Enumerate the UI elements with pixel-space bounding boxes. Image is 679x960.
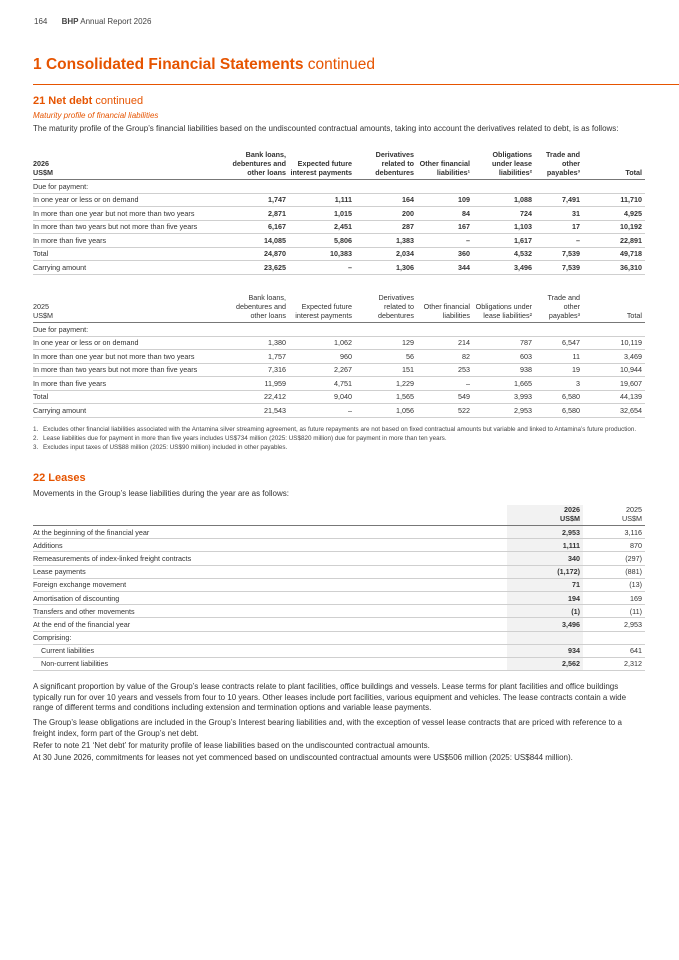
value-2025: 641 xyxy=(583,644,645,657)
column-header: Bank loans, debentures and other loans xyxy=(223,293,289,323)
column-header: Other financial liabilities xyxy=(417,293,473,323)
table-cell: 1,380 xyxy=(223,336,289,350)
unit-label: US$M xyxy=(33,311,53,320)
row-label: Lease payments xyxy=(33,565,507,578)
table-row xyxy=(33,591,645,604)
row-label: In one year or less or on demand xyxy=(33,336,223,350)
value-2026: 2,562 xyxy=(507,657,583,670)
row-label: Non-current liabilities xyxy=(33,657,507,670)
report-name: Annual Report 2026 xyxy=(80,17,152,26)
table-cell: 1,062 xyxy=(289,336,355,350)
table-cell: 19 xyxy=(535,363,583,377)
value-2025: 3,116 xyxy=(583,526,645,539)
row-label: Total xyxy=(33,247,223,261)
table-cell xyxy=(583,323,645,337)
column-header: Derivatives related to debentures xyxy=(355,150,417,180)
footnotes xyxy=(33,426,645,452)
column-header-2026 xyxy=(507,505,583,526)
table-cell: 4,925 xyxy=(583,207,645,221)
table-row xyxy=(33,657,645,670)
value-2025: (13) xyxy=(583,578,645,591)
column-header: Expected future interest payments xyxy=(289,150,355,180)
note21-intro: The maturity profile of the Group’s financial liabilities based on the undiscounted contractual amounts, taking into account the derivatives related to debt, is as follows: xyxy=(33,124,619,133)
table-row xyxy=(33,390,645,404)
table-cell: 10,119 xyxy=(583,336,645,350)
table-row xyxy=(33,247,645,261)
table-cell: 360 xyxy=(417,247,473,261)
table-cell: 49,718 xyxy=(583,247,645,261)
footnote xyxy=(33,435,645,443)
table-cell: – xyxy=(289,404,355,418)
column-header: Total xyxy=(583,293,645,323)
table-cell: 1,757 xyxy=(223,350,289,364)
table-cell: – xyxy=(289,261,355,275)
table-cell: 22,412 xyxy=(223,390,289,404)
table-cell xyxy=(535,323,583,337)
table-cell: 10,192 xyxy=(583,220,645,234)
table-cell: 11,710 xyxy=(583,193,645,207)
table-cell: 21,543 xyxy=(223,404,289,418)
table-cell: 6,547 xyxy=(535,336,583,350)
value-2026: (1) xyxy=(507,605,583,618)
column-header: Obligations under lease liabilities² xyxy=(473,293,535,323)
footnote xyxy=(33,426,645,434)
table-cell: 31 xyxy=(535,207,583,221)
header-spacer xyxy=(33,505,507,526)
table-cell: 6,167 xyxy=(223,220,289,234)
year-label: 2025 xyxy=(626,505,642,514)
table-row xyxy=(33,526,645,539)
table-cell: 1,088 xyxy=(473,193,535,207)
table-cell: 10,383 xyxy=(289,247,355,261)
table-cell: 5,806 xyxy=(289,234,355,248)
table-cell: – xyxy=(417,234,473,248)
table-row xyxy=(33,336,645,350)
year-label: 2026 xyxy=(33,159,49,168)
table-cell: 724 xyxy=(473,207,535,221)
table-cell: – xyxy=(535,234,583,248)
row-label: At the beginning of the financial year xyxy=(33,526,507,539)
note22-paragraph: A significant proportion by value of the Group’s lease contracts relate to plant facilities, office buildings and vessels. Lease terms for plant facilities and office buildings typically run for over 10 years and vessels from four to 10 years. Other leases include port facilities, various equipment and vehicles. The lease contracts contain a wide range of different terms and conditions including extension and termination options and variable lease payments. xyxy=(33,682,627,712)
table-cell xyxy=(535,180,583,194)
table-row xyxy=(33,377,645,391)
table-cell: 11,959 xyxy=(223,377,289,391)
table-cell: 3,469 xyxy=(583,350,645,364)
table-cell: 4,532 xyxy=(473,247,535,261)
table-row xyxy=(33,552,645,565)
column-header: Other financial liabilities¹ xyxy=(417,150,473,180)
table-cell: 2,267 xyxy=(289,363,355,377)
value-2026: (1,172) xyxy=(507,565,583,578)
row-label: Total xyxy=(33,390,223,404)
year-label: 2025 xyxy=(33,302,49,311)
table-row xyxy=(33,539,645,552)
note22-paragraph: The Group’s lease obligations are included in the Group’s Interest bearing liabilities and, with the exception of vessel lease contracts that are priced with reference to a freight index, form part of the Group’s net debt. xyxy=(33,718,622,738)
table-cell: 6,580 xyxy=(535,390,583,404)
value-2026: 3,496 xyxy=(507,618,583,631)
table-row xyxy=(33,220,645,234)
table-cell: 1,565 xyxy=(355,390,417,404)
column-header: Expected future interest payments xyxy=(289,293,355,323)
table-cell: 603 xyxy=(473,350,535,364)
table-cell: 1,617 xyxy=(473,234,535,248)
table-header-row xyxy=(33,505,645,526)
column-header: Total xyxy=(583,150,645,180)
row-label: Carrying amount xyxy=(33,261,223,275)
row-label: In more than one year but not more than two years xyxy=(33,350,223,364)
row-label: Additions xyxy=(33,539,507,552)
footnote-number: 3. xyxy=(33,444,39,451)
section-title xyxy=(33,56,375,74)
value-2025: 169 xyxy=(583,591,645,604)
table-cell: 7,316 xyxy=(223,363,289,377)
table-cell: 3,496 xyxy=(473,261,535,275)
table-cell xyxy=(223,180,289,194)
note22-title: 22 Leases xyxy=(33,472,86,484)
table-cell: 549 xyxy=(417,390,473,404)
table-cell: 938 xyxy=(473,363,535,377)
value-2026: 2,953 xyxy=(507,526,583,539)
table-cell: 1,015 xyxy=(289,207,355,221)
footnote-text: Lease liabilities due for payment in more than five years includes US$734 million (2025: US$820 million) due for payment in more than ten years. xyxy=(43,435,447,442)
table-cell: 32,654 xyxy=(583,404,645,418)
unit-label: US$M xyxy=(33,168,53,177)
table-row xyxy=(33,618,645,631)
value-2026: 1,111 xyxy=(507,539,583,552)
table-cell: 3,993 xyxy=(473,390,535,404)
note22-paragraph: At 30 June 2026, commitments for leases not yet commenced based on undiscounted contractual amounts were US$506 million (2025: US$844 million). xyxy=(33,753,573,762)
table-cell: 344 xyxy=(417,261,473,275)
value-2026: 71 xyxy=(507,578,583,591)
table-cell: 214 xyxy=(417,336,473,350)
table-cell: 200 xyxy=(355,207,417,221)
table-cell: 960 xyxy=(289,350,355,364)
table-row xyxy=(33,261,645,275)
table-cell: 2,871 xyxy=(223,207,289,221)
table-row xyxy=(33,323,645,337)
table-cell: 36,310 xyxy=(583,261,645,275)
table-row xyxy=(33,350,645,364)
table-cell: 19,607 xyxy=(583,377,645,391)
row-label: In more than two years but not more than five years xyxy=(33,220,223,234)
year-unit-header xyxy=(33,150,223,180)
table-cell xyxy=(355,180,417,194)
section-divider xyxy=(33,84,679,85)
note21-title xyxy=(33,95,143,107)
table-row xyxy=(33,605,645,618)
table-cell: 44,139 xyxy=(583,390,645,404)
table-cell: 14,085 xyxy=(223,234,289,248)
maturity-table-2025 xyxy=(33,293,645,418)
table-cell: 1,103 xyxy=(473,220,535,234)
table-cell: 24,870 xyxy=(223,247,289,261)
table-cell: 1,383 xyxy=(355,234,417,248)
table-cell: 787 xyxy=(473,336,535,350)
table-cell: 3 xyxy=(535,377,583,391)
table-cell: 56 xyxy=(355,350,417,364)
value-2026 xyxy=(507,631,583,644)
row-label: In more than five years xyxy=(33,234,223,248)
table-cell xyxy=(473,323,535,337)
lease-movement-table xyxy=(33,505,645,671)
value-2025 xyxy=(583,631,645,644)
column-header: Trade and other payables³ xyxy=(535,150,583,180)
row-label: In more than five years xyxy=(33,377,223,391)
value-2025: (881) xyxy=(583,565,645,578)
table-cell xyxy=(289,180,355,194)
year-label: 2026 xyxy=(564,505,580,514)
value-2025: 2,953 xyxy=(583,618,645,631)
row-label: In one year or less or on demand xyxy=(33,193,223,207)
row-label: Due for payment: xyxy=(33,323,223,337)
table-header-row xyxy=(33,293,645,323)
year-unit-header xyxy=(33,293,223,323)
brand-name: BHP xyxy=(61,17,79,26)
row-label: Current liabilities xyxy=(33,644,507,657)
row-label: Foreign exchange movement xyxy=(33,578,507,591)
note21-title-text: 21 Net debt xyxy=(33,95,93,107)
row-label: In more than two years but not more than five years xyxy=(33,363,223,377)
table-cell: 129 xyxy=(355,336,417,350)
row-label: At the end of the financial year xyxy=(33,618,507,631)
table-row xyxy=(33,404,645,418)
table-row xyxy=(33,578,645,591)
table-cell: 4,751 xyxy=(289,377,355,391)
table-cell: 522 xyxy=(417,404,473,418)
row-label: Due for payment: xyxy=(33,180,223,194)
table-cell: 7,539 xyxy=(535,261,583,275)
page-header xyxy=(34,17,151,26)
table-cell xyxy=(355,323,417,337)
value-2025: (11) xyxy=(583,605,645,618)
column-header-2025 xyxy=(583,505,645,526)
table-cell: 109 xyxy=(417,193,473,207)
table-cell: 23,625 xyxy=(223,261,289,275)
section-number: 1 xyxy=(33,56,42,73)
table-cell: 84 xyxy=(417,207,473,221)
table-cell: 2,953 xyxy=(473,404,535,418)
table-cell: 9,040 xyxy=(289,390,355,404)
table-cell: 22,891 xyxy=(583,234,645,248)
column-header: Obligations under lease liabilities² xyxy=(473,150,535,180)
table-cell: 287 xyxy=(355,220,417,234)
footnote-text: Excludes input taxes of US$88 million (2025: US$90 million) included in other payables. xyxy=(43,444,288,451)
table-cell: 82 xyxy=(417,350,473,364)
row-label: Carrying amount xyxy=(33,404,223,418)
table-cell xyxy=(583,180,645,194)
table-row xyxy=(33,180,645,194)
footnote-number: 1. xyxy=(33,426,39,433)
note22-intro: Movements in the Group’s lease liabilities during the year are as follows: xyxy=(33,489,289,498)
section-continued: continued xyxy=(307,56,376,73)
table-cell: 2,034 xyxy=(355,247,417,261)
table-header-row xyxy=(33,150,645,180)
value-2025: (297) xyxy=(583,552,645,565)
note21-continued: continued xyxy=(95,95,144,107)
table-cell xyxy=(417,180,473,194)
value-2025: 870 xyxy=(583,539,645,552)
section-name: Consolidated Financial Statements xyxy=(45,56,304,73)
table-row xyxy=(33,234,645,248)
table-row xyxy=(33,193,645,207)
row-label: Comprising: xyxy=(33,631,507,644)
table-cell: 1,056 xyxy=(355,404,417,418)
column-header: Trade and other payables³ xyxy=(535,293,583,323)
table-row xyxy=(33,644,645,657)
note21-subtitle: Maturity profile of financial liabilities xyxy=(33,111,159,120)
table-row xyxy=(33,565,645,578)
table-cell xyxy=(223,323,289,337)
footnote-text: Excludes other financial liabilities associated with the Antamina silver streaming agreement, as future repayments are not based on fixed contractual amounts but variable and linked to Antamina’s future production. xyxy=(43,426,637,433)
value-2026: 194 xyxy=(507,591,583,604)
table-cell: 164 xyxy=(355,193,417,207)
page-number: 164 xyxy=(34,17,48,26)
unit-label: US$M xyxy=(622,514,642,523)
note22-paragraph: Refer to note 21 ‘Net debt’ for maturity profile of lease liabilities based on the undiscounted contractual amounts. xyxy=(33,741,430,750)
value-2026: 340 xyxy=(507,552,583,565)
table-cell: 1,665 xyxy=(473,377,535,391)
table-row xyxy=(33,207,645,221)
column-header: Derivatives related to debentures xyxy=(355,293,417,323)
row-label: In more than one year but not more than two years xyxy=(33,207,223,221)
column-header: Bank loans, debentures and other loans xyxy=(223,150,289,180)
row-label: Remeasurements of index-linked freight contracts xyxy=(33,552,507,565)
table-cell xyxy=(289,323,355,337)
table-cell: 1,111 xyxy=(289,193,355,207)
table-cell: 7,491 xyxy=(535,193,583,207)
maturity-table-2026 xyxy=(33,150,645,275)
value-2026: 934 xyxy=(507,644,583,657)
table-row xyxy=(33,363,645,377)
table-cell: 151 xyxy=(355,363,417,377)
footnote-number: 2. xyxy=(33,435,39,442)
table-cell xyxy=(417,323,473,337)
table-cell: 11 xyxy=(535,350,583,364)
table-cell: 1,229 xyxy=(355,377,417,391)
table-cell: – xyxy=(417,377,473,391)
value-2025: 2,312 xyxy=(583,657,645,670)
table-cell: 17 xyxy=(535,220,583,234)
table-cell: 6,580 xyxy=(535,404,583,418)
row-label: Amortisation of discounting xyxy=(33,591,507,604)
unit-label: US$M xyxy=(560,514,580,523)
table-cell: 1,747 xyxy=(223,193,289,207)
footnote xyxy=(33,444,645,452)
table-cell: 2,451 xyxy=(289,220,355,234)
table-cell: 167 xyxy=(417,220,473,234)
table-cell: 7,539 xyxy=(535,247,583,261)
table-cell xyxy=(473,180,535,194)
table-cell: 1,306 xyxy=(355,261,417,275)
table-row xyxy=(33,631,645,644)
table-cell: 10,944 xyxy=(583,363,645,377)
row-label: Transfers and other movements xyxy=(33,605,507,618)
table-cell: 253 xyxy=(417,363,473,377)
